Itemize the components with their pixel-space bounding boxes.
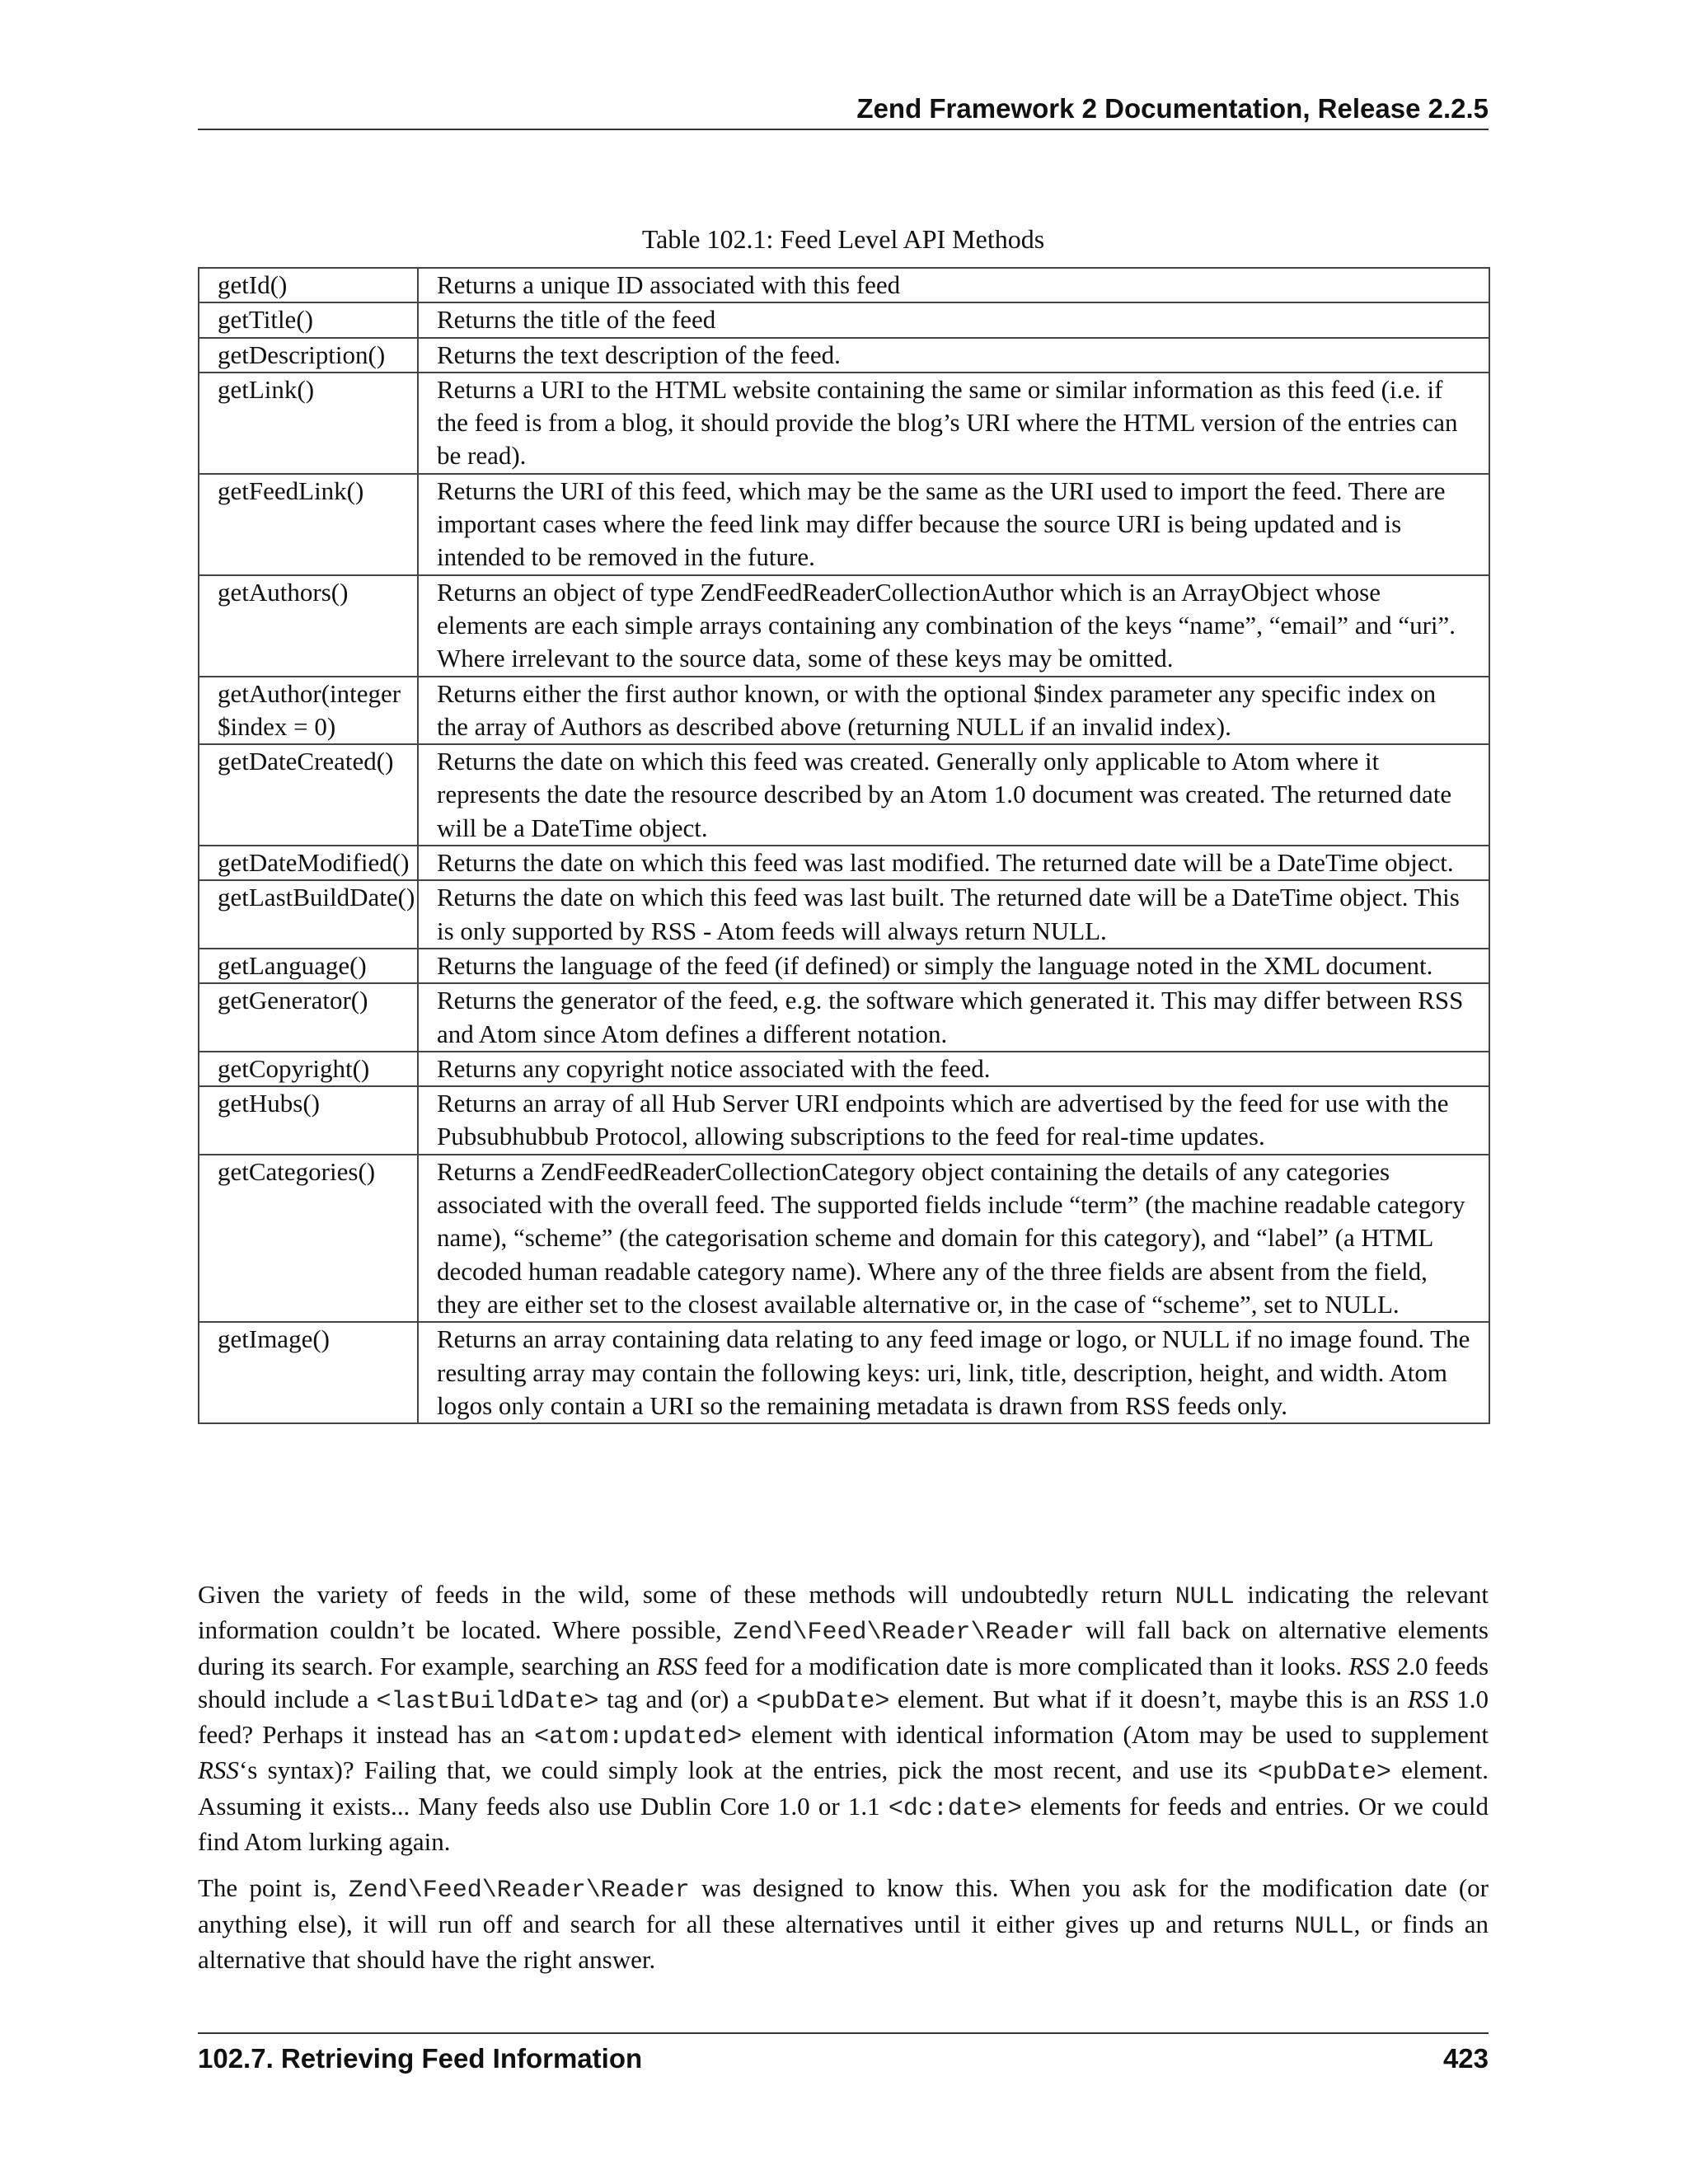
text-run: 2.0 feeds should include a [198, 1651, 1489, 1713]
api-methods-table [198, 267, 1490, 1424]
text-run: will fall back on alternative elements during its search. For example, searching an [198, 1615, 1489, 1680]
table-row [199, 949, 1489, 983]
code-atom-updated: <atom:updated> [534, 1723, 743, 1752]
table-row [199, 338, 1489, 373]
table-row [199, 880, 1489, 949]
paragraph-variety-of-feeds [198, 1578, 1489, 1858]
description-cell: Returns a URI to the HTML website containing the same or similar information as this feed (i.e. if the feed is from a blog, it should provide the blog’s URI where the HTML version of the entries can be read). [418, 373, 1489, 474]
method-cell: getImage() [199, 1322, 418, 1423]
footer-section-title: 102.7. Retrieving Feed Information [198, 2043, 643, 2074]
text-run: Given the variety of feeds in the wild, some of these methods will undoubtedly return [198, 1580, 1175, 1609]
text-run: element. Assuming it exists... Many feeds also use Dublin Core 1.0 or 1.1 [198, 1755, 1489, 1821]
description-cell: Returns the date on which this feed was last built. The returned date will be a DateTime object. This is only supported by RSS - Atom feeds will always return NULL. [418, 880, 1489, 949]
method-cell: getLastBuildDate() [199, 880, 418, 949]
table-row [199, 983, 1489, 1052]
description-cell: Returns a unique ID associated with this feed [418, 268, 1489, 302]
description-cell: Returns the generator of the feed, e.g. the software which generated it. This may differ between RSS and Atom since Atom defines a different notation. [418, 983, 1489, 1052]
description-cell: Returns any copyright notice associated with the feed. [418, 1052, 1489, 1086]
code-pubdate: <pubDate> [1257, 1759, 1391, 1788]
method-cell: getId() [199, 268, 418, 302]
method-cell: getDescription() [199, 338, 418, 373]
page-footer [198, 2032, 1489, 2079]
description-cell: Returns the URI of this feed, which may be the same as the URI used to import the feed. There are important cases where the feed link may differ because the source URI is being updated and is intended to be removed in the future. [418, 474, 1489, 575]
table-row [199, 677, 1489, 745]
method-cell: getDateModified() [199, 846, 418, 880]
description-cell: Returns the title of the feed [418, 302, 1489, 337]
method-cell: getDateCreated() [199, 744, 418, 846]
method-cell: getLanguage() [199, 949, 418, 983]
table-row [199, 1322, 1489, 1423]
description-cell: Returns an array of all Hub Server URI endpoints which are advertised by the feed for use with the Pubsubhubbub Protocol, allowing subscriptions to the feed for real-time updates. [418, 1086, 1489, 1155]
method-cell: getTitle() [199, 302, 418, 337]
method-cell: getHubs() [199, 1086, 418, 1155]
text-run: was designed to know this. When you ask for the modification date (or anything else), it will run off and search for all these alternatives until it either gives up and returns [198, 1873, 1489, 1938]
text-run: indicating the relevant information couldn’t be located. Where possible, [198, 1580, 1489, 1645]
method-cell: getAuthor(integer $index = 0) [199, 677, 418, 745]
emphasis-rss: RSS [198, 1755, 239, 1785]
method-cell: getLink() [199, 373, 418, 474]
table-row [199, 846, 1489, 880]
code-reader-class: Zend\Feed\Reader\Reader [733, 1619, 1075, 1647]
table-row [199, 744, 1489, 846]
description-cell: Returns the text description of the feed. [418, 338, 1489, 373]
table-row [199, 474, 1489, 575]
table-caption: Table 102.1: Feed Level API Methods [641, 224, 1045, 254]
page-header [198, 89, 1489, 130]
table-row [199, 373, 1489, 474]
header-title: Zend Framework 2 Documentation, Release 2.2.5 [856, 93, 1489, 124]
text-run: element with identical information (Atom may be used to supplement [742, 1720, 1489, 1750]
text-run: elements for feeds and entries. Or we could find Atom lurking again. [198, 1791, 1489, 1857]
text-run: element. But what if it doesn’t, maybe this is an [889, 1684, 1408, 1713]
table-row [199, 575, 1489, 677]
code-dc-date: <dc:date> [888, 1794, 1022, 1823]
method-cell: getCategories() [199, 1155, 418, 1322]
text-run: The point is, [198, 1873, 349, 1903]
text-run: 1.0 feed? Perhaps it instead has an [198, 1684, 1489, 1750]
text-run: tag and (or) a [598, 1684, 757, 1713]
description-cell: Returns a ZendFeedReaderCollectionCategory object containing the details of any categories associated with the overall feed. The supported fields include “term” (the machine readable category name), “scheme” (the categorisation scheme and domain for this category), and “label” (a HTML decoded human readable category name). Where any of the three fields are absent from the field, they are either set to the closest available alternative or, in the case of “scheme”, set to NULL. [418, 1155, 1489, 1322]
text-run: ‘s syntax)? Failing that, we could simply look at the entries, pick the most recent, and use its [238, 1755, 1258, 1785]
text-run: , or finds an alternative that should have the right answer. [198, 1909, 1489, 1974]
code-null: NULL [1175, 1583, 1235, 1611]
method-cell: getFeedLink() [199, 474, 418, 575]
emphasis-rss: RSS [656, 1651, 698, 1680]
description-cell: Returns the date on which this feed was created. Generally only applicable to Atom where it represents the date the resource described by an Atom 1.0 document was created. The returned date will be a DateTime object. [418, 744, 1489, 846]
emphasis-rss: RSS [1348, 1651, 1390, 1680]
code-pubdate: <pubDate> [756, 1687, 890, 1716]
body-text [198, 1578, 1489, 1990]
code-null: NULL [1294, 1912, 1354, 1941]
description-cell: Returns either the first author known, or with the optional $index parameter any specific index on the array of Authors as described above (returning NULL if an invalid index). [418, 677, 1489, 745]
page-number: 423 [1442, 2043, 1489, 2074]
code-reader-class: Zend\Feed\Reader\Reader [348, 1877, 690, 1905]
method-cell: getGenerator() [199, 983, 418, 1052]
method-cell: getAuthors() [199, 575, 418, 677]
table-row [199, 268, 1489, 302]
table-row [199, 1155, 1489, 1322]
description-cell: Returns the language of the feed (if defined) or simply the language noted in the XML document. [418, 949, 1489, 983]
method-cell: getCopyright() [199, 1052, 418, 1086]
description-cell: Returns an object of type ZendFeedReaderCollectionAuthor which is an ArrayObject whose elements are each simple arrays containing any combination of the keys “name”, “email” and “uri”. Where irrelevant to the source data, some of these keys may be omitted. [418, 575, 1489, 677]
table-row [199, 1052, 1489, 1086]
description-cell: Returns an array containing data relating to any feed image or logo, or NULL if no image found. The resulting array may contain the following keys: uri, link, title, description, height, and width. Atom logos only contain a URI so the remaining metadata is drawn from RSS feeds only. [418, 1322, 1489, 1423]
paragraph-the-point-is [198, 1872, 1489, 1976]
table-row [199, 1086, 1489, 1155]
emphasis-rss: RSS [1407, 1684, 1449, 1713]
table-row [199, 302, 1489, 337]
text-run: feed for a modification date is more complicated than it looks. [697, 1651, 1349, 1680]
description-cell: Returns the date on which this feed was last modified. The returned date will be a DateTime object. [418, 846, 1489, 880]
code-lastbuilddate: <lastBuildDate> [376, 1687, 599, 1716]
